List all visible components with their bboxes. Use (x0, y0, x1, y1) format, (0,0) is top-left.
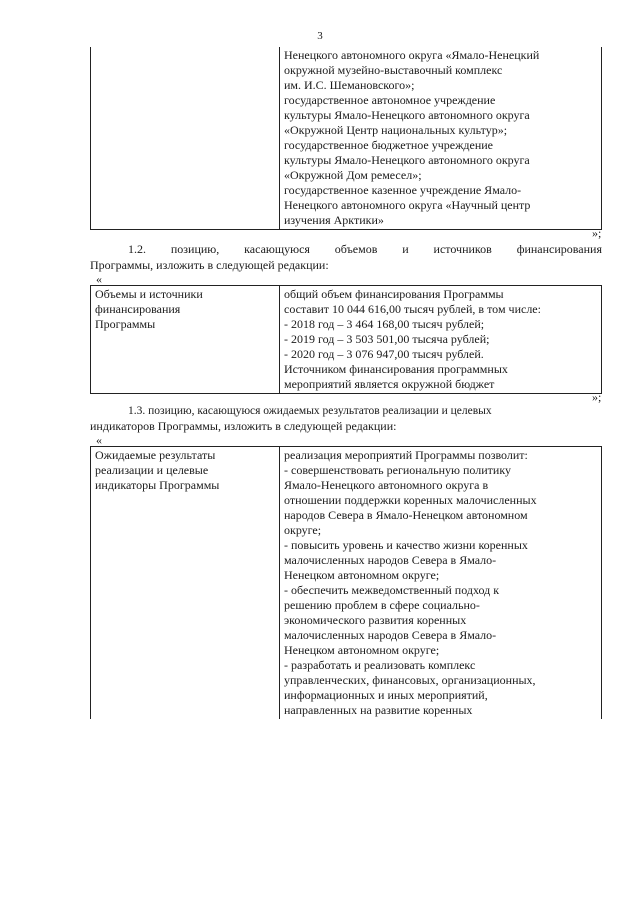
table-cell-left (91, 447, 280, 720)
cell-line: Ямало-Ненецкого автономного округа в (284, 478, 489, 492)
cell-line: - 2019 год – 3 503 501,00 тысяча рублей; (284, 332, 490, 346)
word: источников (433, 242, 492, 256)
section-1-3-line2: индикаторов Программы, изложить в следующей редакции: (90, 419, 397, 433)
table-continuation (90, 47, 602, 230)
cell-line: Программы (95, 317, 156, 331)
cell-line: окружной музейно-выставочный комплекс (284, 63, 503, 77)
closing-quote: »; (592, 390, 602, 404)
word: и (402, 242, 409, 256)
cell-line: Ненецкого автономного округа «Ямало-Ненецкий (284, 48, 540, 62)
cell-line: реализация мероприятий Программы позволит: (284, 448, 528, 462)
table-cell-left (91, 47, 280, 230)
cell-line: общий объем финансирования Программы (284, 287, 504, 301)
table-cell-right (280, 286, 602, 394)
cell-line: управленческих, финансовых, организационных, (284, 673, 536, 687)
cell-line: индикаторы Программы (95, 478, 220, 492)
cell-line: - повысить уровень и качество жизни коренных (284, 538, 528, 552)
cell-line: реализации и целевые (95, 463, 209, 477)
opening-quote: « (96, 272, 102, 286)
cell-line: экономического развития коренных (284, 613, 467, 627)
cell-line: мероприятий является окружной бюджет (284, 377, 495, 391)
cell-line: Ненецкого автономного округа «Научный центр (284, 198, 531, 212)
cell-line: Ненецком автономном округе; (284, 643, 440, 657)
table-row (91, 47, 602, 230)
cell-line: Источником финансирования программных (284, 362, 508, 376)
cell-line: - разработать и реализовать комплекс (284, 658, 476, 672)
cell-line: направленных на развитие коренных (284, 703, 473, 717)
cell-line: «Окружной Центр национальных культур»; (284, 123, 508, 137)
table-funding (90, 285, 602, 394)
table-results (90, 446, 602, 719)
table-cell-right (280, 47, 602, 230)
cell-line: малочисленных народов Севера в Ямало- (284, 553, 497, 567)
cell-line: культуры Ямало-Ненецкого автономного округа (284, 153, 530, 167)
word: 1.2. (128, 242, 146, 256)
cell-line: «Окружной Дом ремесел»; (284, 168, 422, 182)
cell-line: государственное автономное учреждение (284, 93, 496, 107)
cell-line: - 2018 год – 3 464 168,00 тысяч рублей; (284, 317, 485, 331)
cell-line: Объемы и источники (95, 287, 203, 301)
cell-line: отношении поддержки коренных малочисленных (284, 493, 537, 507)
cell-line: решению проблем в сфере социально- (284, 598, 480, 612)
cell-line: им. И.С. Шемановского»; (284, 78, 415, 92)
word: объемов (334, 242, 378, 256)
cell-line: изучения Арктики» (284, 213, 384, 227)
table-row (91, 447, 602, 720)
cell-line: государственное бюджетное учреждение (284, 138, 493, 152)
section-1-2-line2: Программы, изложить в следующей редакции: (90, 258, 329, 272)
cell-line: - совершенствовать региональную политику (284, 463, 511, 477)
cell-line: финансирования (95, 302, 181, 316)
table-cell-left (91, 286, 280, 394)
table-row (91, 286, 602, 394)
closing-quote: »; (592, 226, 602, 240)
cell-line: государственное казенное учреждение Ямало- (284, 183, 522, 197)
cell-line: - обеспечить межведомственный подход к (284, 583, 500, 597)
page-number: 3 (317, 30, 323, 42)
word: касающуюся (244, 242, 310, 256)
cell-line: малочисленных народов Севера в Ямало- (284, 628, 497, 642)
cell-line: культуры Ямало-Ненецкого автономного округа (284, 108, 530, 122)
cell-line: округе; (284, 523, 322, 537)
word: финансирования (516, 242, 602, 256)
cell-line: составит 10 044 616,00 тысяч рублей, в том числе: (284, 302, 541, 316)
cell-line: народов Севера в Ямало-Ненецком автономном (284, 508, 528, 522)
cell-line: Ненецком автономном округе; (284, 568, 440, 582)
cell-line: Ожидаемые результаты (95, 448, 216, 462)
cell-line: - 2020 год – 3 076 947,00 тысяч рублей. (284, 347, 484, 361)
section-1-3-line1: 1.3. позицию, касающуюся ожидаемых результатов реализации и целевых (128, 405, 492, 417)
opening-quote: « (96, 433, 102, 447)
section-1-2-line1 (128, 242, 602, 257)
word: позицию, (170, 242, 220, 256)
table-cell-right (280, 447, 602, 720)
cell-line: информационных и иных мероприятий, (284, 688, 488, 702)
